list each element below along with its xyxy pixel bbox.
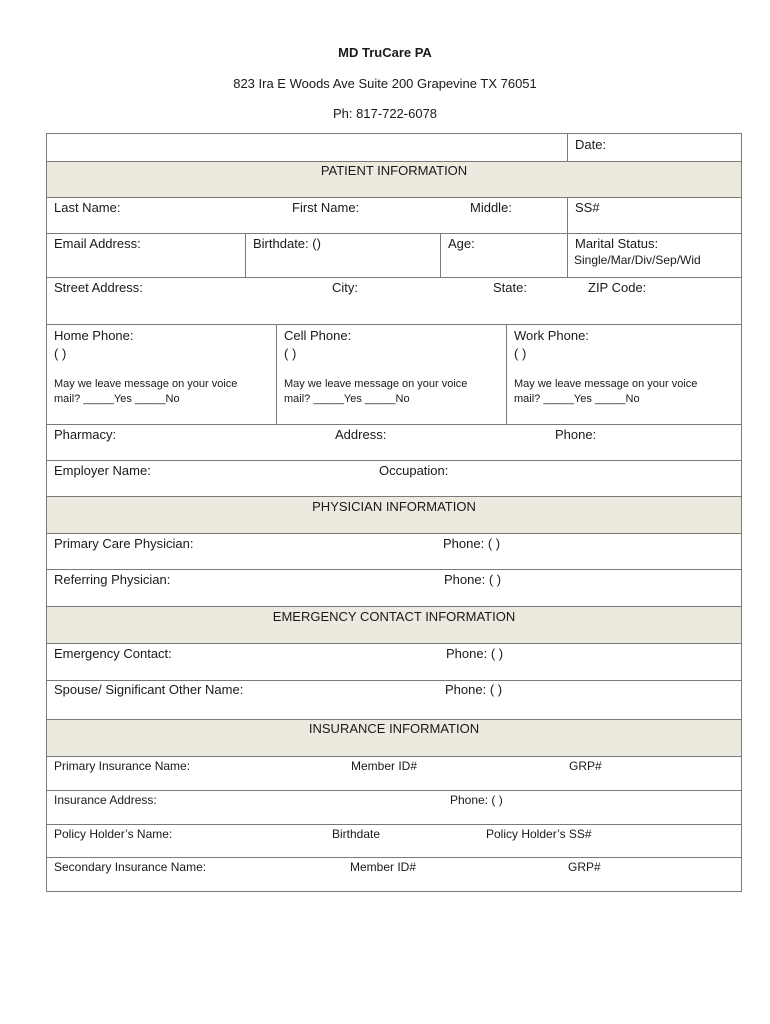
- employer-field[interactable]: Employer Name:: [54, 463, 151, 478]
- spouse-row: [47, 681, 741, 720]
- practice-address: 823 Ira E Woods Ave Suite 200 Grapevine TX 76051: [233, 76, 537, 91]
- work-voicemail-q2[interactable]: mail? _____Yes _____No: [514, 393, 640, 405]
- home-voicemail-q2[interactable]: mail? _____Yes _____No: [54, 393, 180, 405]
- pharmacy-field[interactable]: Pharmacy:: [54, 427, 117, 442]
- policy-holder-row: [47, 825, 741, 858]
- patient-section-title: PATIENT INFORMATION: [320, 163, 468, 178]
- cell-voicemail-q1: May we leave message on your voice: [284, 378, 468, 390]
- first-name-field[interactable]: First Name:: [292, 200, 360, 215]
- email-row: [47, 234, 741, 278]
- marital-status-field[interactable]: Marital Status:: [575, 236, 659, 251]
- emergency-contact-row: [47, 644, 741, 681]
- primary-member-id-field[interactable]: Member ID#: [351, 759, 418, 773]
- phones-row: [47, 325, 741, 425]
- pcp-row: [47, 534, 741, 570]
- policy-holder-ss-field[interactable]: Policy Holder’s SS#: [486, 827, 592, 841]
- cell-phone-field[interactable]: Cell Phone:: [284, 328, 352, 343]
- emergency-contact-field[interactable]: Emergency Contact:: [54, 646, 172, 661]
- policy-holder-birthdate-field[interactable]: Birthdate: [332, 827, 381, 841]
- street-address-field[interactable]: Street Address:: [54, 280, 143, 295]
- insurance-address-row: [47, 791, 741, 825]
- insurance-phone-field[interactable]: Phone: ( ): [450, 793, 503, 807]
- name-row: [47, 198, 741, 234]
- referring-physician-field[interactable]: Referring Physician:: [54, 572, 171, 587]
- home-phone-field[interactable]: Home Phone:: [54, 328, 134, 343]
- secondary-grp-field[interactable]: GRP#: [568, 860, 601, 874]
- secondary-member-id-field[interactable]: Member ID#: [350, 860, 417, 874]
- city-field[interactable]: City:: [332, 280, 358, 295]
- patient-section-header: [47, 162, 741, 198]
- referring-row: [47, 570, 741, 607]
- practice-name: MD TruCare PA: [338, 45, 432, 60]
- primary-grp-field[interactable]: GRP#: [569, 759, 602, 773]
- email-field[interactable]: Email Address:: [54, 236, 141, 251]
- referring-phone-field[interactable]: Phone: ( ): [444, 572, 502, 587]
- occupation-field[interactable]: Occupation:: [379, 463, 449, 478]
- middle-name-field[interactable]: Middle:: [470, 200, 512, 215]
- date-row: [47, 134, 741, 162]
- work-voicemail-q1: May we leave message on your voice: [514, 378, 698, 390]
- date-field[interactable]: Date:: [575, 137, 607, 152]
- physician-section-title: PHYSICIAN INFORMATION: [312, 499, 476, 514]
- insurance-section-header: [47, 720, 741, 757]
- emergency-section-header: [47, 607, 741, 644]
- policy-holder-name-field[interactable]: Policy Holder’s Name:: [54, 827, 173, 841]
- zip-field[interactable]: ZIP Code:: [588, 280, 647, 295]
- birthdate-field[interactable]: Birthdate: (): [253, 236, 321, 251]
- insurance-address-field[interactable]: Insurance Address:: [54, 793, 157, 807]
- home-phone-paren: ( ): [54, 346, 67, 361]
- practice-phone: Ph: 817-722-6078: [332, 106, 438, 121]
- pharmacy-row: [47, 425, 741, 461]
- pcp-phone-field[interactable]: Phone: ( ): [443, 536, 501, 551]
- work-phone-paren: ( ): [514, 346, 527, 361]
- employer-row: [47, 461, 741, 497]
- cell-voicemail-q2[interactable]: mail? _____Yes _____No: [284, 393, 410, 405]
- state-field[interactable]: State:: [493, 280, 527, 295]
- spouse-name-field[interactable]: Spouse/ Significant Other Name:: [54, 682, 244, 697]
- spouse-phone-field[interactable]: Phone: ( ): [445, 682, 503, 697]
- last-name-field[interactable]: Last Name:: [54, 200, 121, 215]
- primary-insurance-row: [47, 757, 741, 791]
- ss-field[interactable]: SS#: [575, 200, 600, 215]
- emergency-phone-field[interactable]: Phone: ( ): [446, 646, 504, 661]
- pharmacy-address-field[interactable]: Address:: [335, 427, 387, 442]
- insurance-section-title: INSURANCE INFORMATION: [308, 721, 480, 736]
- emergency-section-title: EMERGENCY CONTACT INFORMATION: [272, 609, 516, 624]
- cell-phone-paren: ( ): [284, 346, 297, 361]
- patient-form: [46, 133, 742, 892]
- primary-insurance-field[interactable]: Primary Insurance Name:: [54, 759, 191, 773]
- physician-section-header: [47, 497, 741, 534]
- secondary-insurance-row: [47, 858, 741, 891]
- age-field[interactable]: Age:: [448, 236, 475, 251]
- secondary-insurance-field[interactable]: Secondary Insurance Name:: [54, 860, 207, 874]
- pcp-field[interactable]: Primary Care Physician:: [54, 536, 194, 551]
- home-voicemail-q1: May we leave message on your voice: [54, 378, 238, 390]
- marital-status-options: Single/Mar/Div/Sep/Wid: [574, 253, 701, 267]
- work-phone-field[interactable]: Work Phone:: [514, 328, 589, 343]
- pharmacy-phone-field[interactable]: Phone:: [555, 427, 597, 442]
- street-row: [47, 278, 741, 325]
